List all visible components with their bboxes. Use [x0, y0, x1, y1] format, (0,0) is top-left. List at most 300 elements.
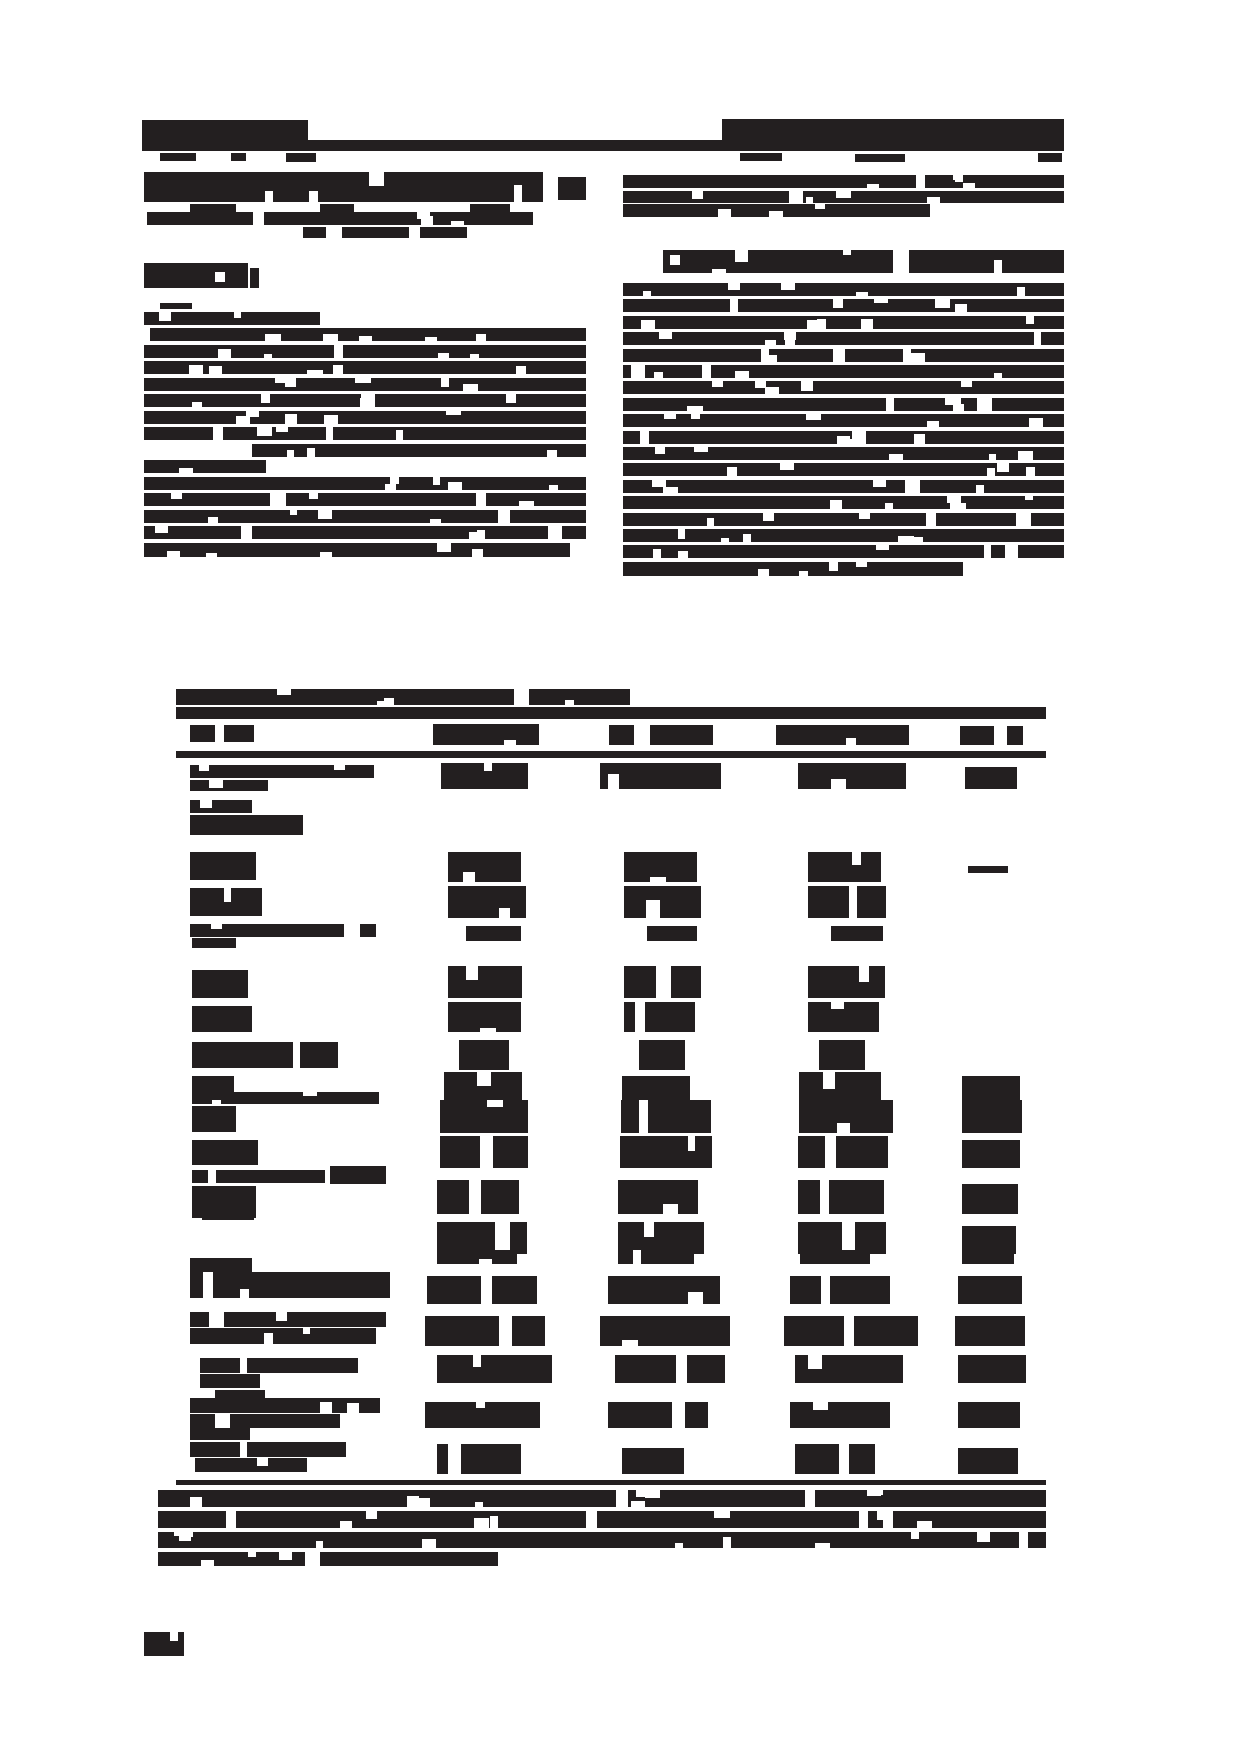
footnote-line — [158, 1552, 498, 1566]
redaction-gap — [784, 332, 795, 340]
title-line — [190, 204, 236, 212]
cell-bar — [190, 852, 256, 880]
header-bar — [160, 153, 196, 161]
redaction-gap — [421, 216, 433, 225]
redaction-gap — [636, 1490, 645, 1497]
cell-bar — [192, 1170, 325, 1183]
redaction-gap — [159, 312, 171, 321]
cell-bar — [790, 1402, 890, 1428]
text-line — [144, 477, 586, 490]
redaction-gap — [303, 1092, 317, 1096]
redaction-gap — [586, 1511, 597, 1528]
redaction-gap — [616, 1490, 628, 1507]
redaction-gap — [799, 571, 808, 576]
redaction-gap — [836, 191, 851, 198]
text-line — [144, 411, 586, 424]
redaction-gap — [963, 183, 974, 188]
cell-bar — [819, 1040, 865, 1070]
redaction-gap — [212, 1100, 221, 1104]
redaction-gap — [653, 549, 661, 558]
redaction-gap — [829, 562, 839, 571]
cell-bar — [448, 1002, 521, 1032]
redaction-gap — [209, 780, 223, 788]
text-line — [150, 328, 586, 341]
redaction-gap — [842, 1222, 855, 1254]
redaction-gap — [179, 1532, 191, 1541]
cell-bar — [444, 1072, 522, 1104]
redaction-gap — [692, 191, 703, 199]
cell-bar — [441, 763, 528, 789]
redaction-gap — [451, 221, 464, 225]
redaction-gap — [950, 503, 966, 509]
text-line — [144, 427, 586, 440]
title-line — [144, 172, 543, 202]
redaction-gap — [785, 332, 795, 345]
redaction-gap — [843, 439, 859, 444]
redaction-gap — [514, 689, 529, 705]
redaction-gap — [889, 454, 902, 460]
redaction-gap — [479, 1259, 493, 1264]
cell-bar — [448, 966, 522, 998]
cell-bar — [192, 1106, 236, 1132]
redaction-gap — [909, 537, 923, 542]
cell-bar — [190, 1328, 376, 1344]
redaction-gap — [947, 496, 961, 503]
header-bar — [855, 154, 905, 162]
redaction-gap — [326, 227, 342, 238]
column-header — [960, 726, 1023, 745]
cell-bar — [192, 1140, 258, 1165]
redaction-gap — [765, 340, 777, 345]
cell-bar — [624, 966, 701, 998]
cell-bar — [425, 1316, 545, 1346]
redaction-gap — [1025, 496, 1033, 500]
cell-bar — [618, 1180, 698, 1214]
redaction-gap — [240, 1442, 247, 1457]
text-line — [144, 312, 320, 325]
cell-bar — [448, 886, 526, 918]
cell-bar — [615, 1355, 725, 1383]
redaction-gap — [758, 569, 770, 576]
redaction-gap — [1017, 287, 1025, 296]
redaction-gap — [270, 493, 286, 506]
redaction-gap — [654, 372, 663, 378]
cell-bar — [437, 1222, 527, 1254]
redaction-gap — [324, 415, 338, 424]
redaction-gap — [285, 414, 298, 424]
cell-bar — [190, 1272, 390, 1298]
redaction-gap — [344, 924, 360, 937]
text-line — [623, 349, 1064, 362]
text-line — [623, 545, 1064, 558]
redaction-gap — [945, 398, 961, 405]
redaction-gap — [780, 463, 795, 470]
redaction-gap — [631, 1501, 645, 1507]
redaction-gap — [309, 493, 318, 499]
redaction-gap — [655, 447, 665, 454]
redaction-gap — [631, 365, 645, 378]
cell-bar — [798, 1180, 884, 1214]
cell-bar — [192, 1092, 379, 1104]
redaction-gap — [837, 436, 850, 444]
text-line — [144, 361, 586, 374]
header-bar — [142, 140, 1064, 151]
redaction-gap — [170, 1632, 178, 1641]
redaction-gap — [476, 493, 486, 506]
redaction-gap — [977, 398, 993, 411]
text-line — [623, 365, 1064, 378]
cell-bar — [958, 1402, 1020, 1428]
redaction-gap — [309, 191, 317, 202]
redaction-gap — [326, 427, 334, 440]
cell-bar — [190, 765, 374, 778]
redaction-gap — [293, 1042, 300, 1068]
redaction-gap — [307, 370, 322, 374]
redaction-gap — [730, 299, 738, 312]
redaction-gap — [839, 1444, 850, 1474]
text-line — [663, 250, 1064, 273]
redaction-gap — [645, 1490, 660, 1498]
redaction-gap — [984, 545, 992, 558]
redaction-gap — [987, 468, 995, 476]
redaction-gap — [303, 1328, 310, 1334]
cell-bar — [624, 852, 697, 882]
redaction-gap — [475, 1502, 483, 1507]
redaction-gap — [441, 378, 449, 387]
cell-bar — [600, 1316, 730, 1346]
redaction-gap — [903, 349, 912, 362]
title-line — [470, 204, 510, 212]
redaction-gap — [422, 1539, 436, 1548]
cell-bar — [798, 763, 906, 789]
redaction-gap — [477, 530, 485, 539]
redaction-gap — [926, 513, 936, 526]
text-line — [144, 378, 586, 391]
redaction-gap — [852, 431, 866, 444]
redaction-gap — [208, 1170, 216, 1183]
redaction-gap — [366, 1511, 377, 1519]
redaction-gap — [808, 1355, 822, 1369]
cell-bar — [437, 1250, 517, 1264]
redaction-gap — [548, 526, 562, 539]
redaction-gap — [495, 1222, 511, 1254]
redaction-gap — [469, 1180, 481, 1214]
redaction-gap — [470, 354, 479, 358]
redaction-gap — [506, 394, 516, 403]
redaction-gap — [830, 500, 842, 509]
redaction-gap — [264, 354, 272, 358]
redaction-gap — [276, 1312, 286, 1321]
redaction-gap — [1005, 545, 1019, 558]
redaction-gap — [718, 209, 731, 217]
redaction-gap — [873, 480, 887, 487]
redaction-gap — [867, 1490, 881, 1496]
header-bar — [1038, 153, 1062, 162]
redaction-gap — [1019, 1532, 1029, 1548]
redaction-gap — [622, 1340, 638, 1346]
cell-bar — [192, 1006, 252, 1032]
redaction-gap — [994, 260, 1002, 273]
redaction-gap — [276, 427, 288, 432]
text-line — [558, 177, 586, 200]
cell-bar — [190, 1442, 346, 1457]
redaction-gap — [155, 526, 168, 533]
redaction-gap — [688, 1136, 696, 1151]
text-line — [623, 513, 1064, 526]
cell-bar — [808, 852, 881, 882]
cell-bar — [958, 1355, 1026, 1383]
rule — [176, 1480, 1046, 1485]
redaction-gap — [305, 1552, 319, 1566]
redaction-gap — [257, 1458, 267, 1466]
redaction-gap — [646, 900, 660, 918]
redaction-gap — [448, 1444, 461, 1474]
redaction-gap — [859, 513, 870, 519]
redaction-gap — [347, 1403, 359, 1413]
cell-bar — [200, 1374, 260, 1388]
redaction-gap — [801, 381, 813, 391]
cell-bar — [190, 1398, 380, 1413]
redaction-gap — [712, 381, 722, 387]
redaction-gap — [407, 1496, 419, 1507]
cell-bar — [798, 1222, 886, 1254]
redaction-gap — [226, 1511, 237, 1528]
redaction-gap — [171, 493, 182, 499]
heading-bar — [250, 268, 259, 288]
redaction-gap — [200, 800, 212, 808]
cell-bar — [190, 1258, 252, 1272]
cell-bar — [440, 1136, 528, 1168]
redaction-gap — [234, 312, 241, 318]
cell-bar — [600, 763, 721, 789]
redaction-gap — [565, 700, 574, 705]
redaction-gap — [384, 698, 393, 705]
redaction-gap — [831, 779, 846, 789]
redaction-gap — [989, 454, 996, 460]
redaction-gap — [236, 416, 250, 424]
cell-bar — [955, 1316, 1025, 1346]
redaction-gap — [893, 250, 909, 273]
redaction-gap — [285, 378, 297, 387]
redaction-gap — [320, 552, 332, 557]
redaction-gap — [640, 431, 649, 444]
redaction-gap — [498, 510, 510, 523]
redaction-gap — [735, 371, 749, 378]
header-bar — [286, 153, 316, 162]
text-line — [623, 332, 1064, 345]
redaction-gap — [815, 1543, 830, 1548]
title-line — [303, 227, 467, 238]
text-line — [144, 394, 586, 407]
redaction-gap — [694, 447, 708, 452]
redaction-gap — [852, 852, 862, 865]
cell-bar — [200, 1358, 358, 1373]
cell-bar — [622, 1076, 690, 1104]
redaction-gap — [519, 501, 534, 506]
redaction-gap — [433, 477, 441, 485]
redaction-gap — [846, 738, 856, 745]
redaction-gap — [333, 365, 343, 374]
redaction-gap — [806, 197, 813, 203]
cell-bar — [621, 1100, 711, 1133]
text-line — [623, 463, 1064, 476]
redaction-gap — [514, 185, 522, 202]
redaction-gap — [763, 513, 774, 521]
column-header — [190, 725, 254, 742]
redaction-gap — [678, 529, 685, 539]
column-header — [609, 725, 713, 745]
cell-bar — [459, 1040, 509, 1070]
redaction-gap — [644, 1222, 654, 1237]
redaction-gap — [211, 924, 222, 929]
redaction-gap — [815, 204, 825, 209]
redaction-gap — [179, 468, 192, 473]
redaction-gap — [240, 1289, 248, 1298]
cell-bar — [962, 1100, 1022, 1133]
redaction-gap — [240, 1358, 247, 1373]
redaction-gap — [641, 320, 655, 329]
redaction-gap — [213, 427, 224, 440]
redaction-gap — [727, 467, 737, 476]
redaction-gap — [927, 421, 940, 427]
column-header — [433, 724, 539, 745]
redaction-gap — [672, 1402, 684, 1428]
text-line — [144, 543, 570, 557]
redaction-gap — [676, 1355, 687, 1383]
redaction-gap — [466, 966, 478, 980]
redaction-gap — [678, 551, 689, 558]
redaction-gap — [516, 366, 527, 374]
cell-bar — [190, 815, 303, 835]
redaction-gap — [474, 1518, 489, 1528]
text-line — [144, 345, 586, 358]
cell-bar — [190, 888, 262, 916]
text-line — [144, 510, 586, 523]
cell-bar — [962, 1184, 1018, 1214]
redaction-gap — [843, 250, 851, 255]
redaction-gap — [396, 430, 403, 440]
redaction-gap — [712, 269, 726, 273]
redaction-gap — [994, 726, 1007, 745]
redaction-gap — [248, 1552, 255, 1557]
cell-bar — [202, 1204, 254, 1220]
redaction-gap — [935, 299, 950, 308]
redaction-gap — [652, 480, 666, 487]
cell-bar — [190, 1428, 250, 1440]
redaction-gap — [911, 1532, 920, 1539]
redaction-gap — [728, 283, 739, 290]
cell-bar — [962, 1076, 1020, 1104]
redaction-gap — [639, 1100, 649, 1133]
footnote-line — [158, 1532, 1046, 1548]
column-header — [776, 725, 909, 745]
cell-bar — [622, 1448, 684, 1474]
redaction-gap — [766, 355, 777, 362]
redaction-gap — [861, 319, 873, 329]
cell-bar — [190, 1312, 386, 1327]
text-line — [623, 529, 1064, 542]
cell-bar — [192, 970, 248, 998]
redaction-gap — [765, 387, 779, 394]
redaction-gap — [643, 291, 650, 296]
redaction-gap — [977, 1532, 990, 1542]
cell-bar — [618, 1222, 704, 1254]
redaction-gap — [883, 1511, 893, 1528]
redaction-gap — [265, 334, 281, 341]
redaction-gap — [877, 1511, 888, 1520]
redaction-gap — [1029, 418, 1042, 427]
redaction-gap — [905, 480, 919, 493]
redaction-gap — [997, 463, 1008, 472]
cell-bar — [190, 800, 252, 813]
header-bar — [740, 153, 782, 161]
redaction-gap — [316, 1541, 324, 1548]
redaction-gap — [246, 411, 259, 417]
redaction-gap — [976, 485, 984, 493]
redaction-gap — [859, 966, 868, 982]
redaction-gap — [279, 1552, 292, 1560]
redaction-gap — [549, 485, 558, 490]
redaction-gap — [859, 1511, 868, 1528]
redaction-gap — [390, 477, 399, 484]
cell-bar — [799, 1100, 893, 1133]
cell-bar — [466, 926, 521, 941]
text-line — [623, 480, 1064, 493]
redaction-gap — [761, 349, 769, 362]
text-line — [623, 381, 1064, 394]
redaction-gap — [916, 175, 925, 188]
page-number — [144, 1632, 184, 1656]
redaction-gap — [334, 345, 343, 358]
redaction-gap — [192, 402, 202, 407]
cell-bar — [795, 1355, 903, 1383]
cell-bar — [192, 938, 236, 948]
rule — [176, 751, 1046, 758]
redaction-gap — [547, 450, 557, 457]
redaction-gap — [469, 532, 477, 539]
cell-bar — [190, 780, 268, 791]
redaction-gap — [415, 1498, 429, 1507]
redaction-gap — [215, 272, 225, 282]
cell-bar — [437, 1355, 552, 1383]
cell-bar — [799, 1072, 881, 1104]
redaction-gap — [257, 427, 272, 436]
text-line — [144, 526, 586, 539]
redaction-gap — [874, 299, 889, 303]
cell-bar — [620, 1136, 712, 1168]
redaction-gap — [224, 888, 231, 902]
redaction-gap — [477, 1072, 491, 1086]
redaction-gap — [994, 373, 1003, 378]
redaction-gap — [656, 966, 671, 998]
redaction-gap — [927, 197, 941, 203]
redaction-gap — [755, 381, 766, 388]
redaction-gap — [806, 414, 821, 420]
text-line — [623, 204, 930, 217]
redaction-gap — [633, 1250, 641, 1264]
text-line — [623, 175, 1064, 188]
text-line — [623, 283, 1064, 296]
redaction-gap — [385, 484, 397, 490]
redaction-gap — [481, 1276, 493, 1304]
text-line — [144, 493, 586, 506]
text-line — [623, 316, 1064, 329]
redaction-gap — [844, 1316, 854, 1346]
redaction-gap — [253, 212, 264, 225]
cell-bar — [958, 1276, 1022, 1304]
redaction-gap — [1034, 332, 1041, 345]
cell-bar — [425, 1402, 540, 1428]
